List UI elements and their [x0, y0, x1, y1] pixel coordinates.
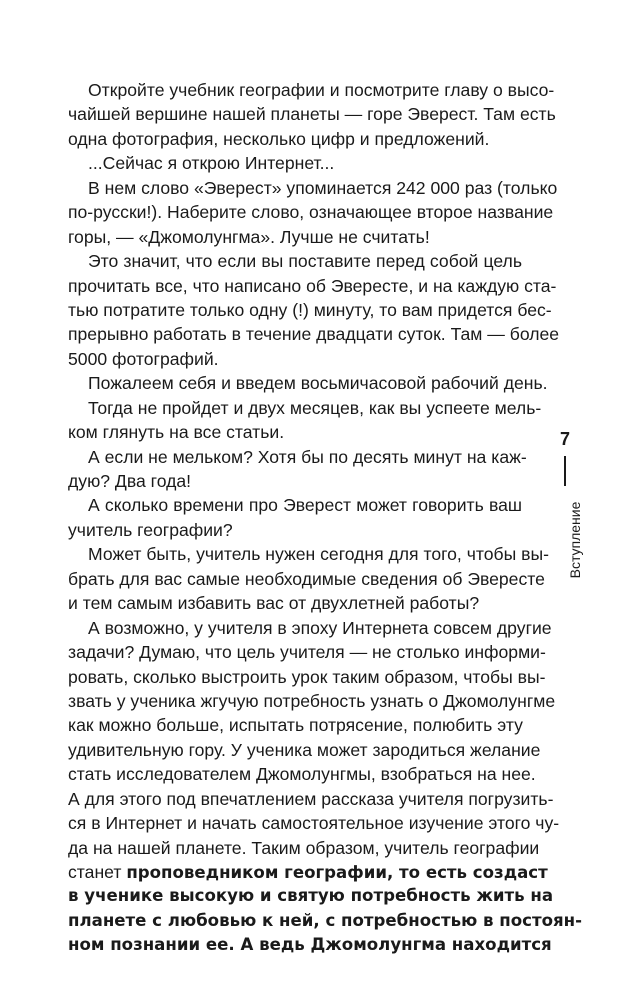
text-line: и тем самым избавить вас от двухлетней работы? — [68, 593, 480, 614]
page-marker — [550, 428, 580, 486]
page-number: 7 — [559, 429, 570, 449]
plain-paragraphs — [68, 78, 560, 860]
text-line-bold: планете с любовью к ней, с потребностью в постоян- — [68, 910, 582, 930]
text-line-bold-part: проповедником географии, то есть создаст — [126, 863, 548, 882]
text-line: горы, — «Джомолунгма». Лучше не считать! — [68, 226, 430, 247]
text-line: ровать, сколько выстроить урок таким образом, чтобы вы- — [68, 666, 546, 687]
text-line: ся в Интернет и начать самостоятельное изучение этого чу- — [68, 813, 560, 834]
text-line: прочитать все, что написано об Эвересте, и на каждую ста- — [68, 275, 557, 296]
text-line-plain-part: станет — [68, 862, 127, 882]
text-line: задачи? Думаю, что цель учителя — не столько информи- — [68, 642, 546, 663]
text-line: чайшей вершине нашей планеты — горе Эверест. Там есть — [68, 104, 556, 125]
text-line: Пожалеем себя и введем восьмичасовой рабочий день. — [88, 373, 548, 394]
text-line: звать у ученика жгучую потребность узнать о Джомолунгме — [68, 690, 556, 711]
section-title: Вступление — [567, 501, 583, 579]
text-line: удивительную гору. У ученика может зародиться желание — [68, 739, 541, 760]
text-line: А сколько времени про Эверест может говорить ваш — [88, 495, 522, 516]
text-line: В нем слово «Эверест» упоминается 242 000 раз (только — [88, 177, 558, 198]
text-line: Может быть, учитель нужен сегодня для того, чтобы вы- — [88, 544, 549, 565]
text-line: одна фотография, несколько цифр и предложений. — [68, 128, 490, 149]
text-line: брать для вас самые необходимые сведения об Эвересте — [68, 568, 545, 589]
text-line-mixed — [68, 860, 548, 884]
text-line: учитель географии? — [68, 519, 233, 540]
text-line: прерывно работать в течение двадцати суток. Там — более — [68, 324, 560, 345]
text-line: тью потратите только одну (!) минуту, то вам придется бес- — [68, 299, 552, 320]
text-line: А возможно, у учителя в эпоху Интернета совсем другие — [88, 617, 552, 638]
text-line: по-русски!). Наберите слово, означающее второе название — [68, 202, 554, 223]
text-line: Откройте учебник географии и посмотрите главу о высо- — [88, 80, 555, 100]
page-number-rule — [564, 456, 566, 486]
text-line: ...Сейчас я открою Интернет... — [88, 153, 335, 174]
text-line-bold: ном познании ее. А ведь Джомолунгма находится — [68, 935, 552, 955]
text-line: Это значит, что если вы поставите перед собой цель — [88, 251, 522, 272]
text-line: как можно больше, испытать потрясение, полюбить эту — [68, 715, 523, 736]
text-line: А для этого под впечатлением рассказа учителя погрузить- — [68, 788, 554, 809]
text-line: 5000 фотографий. — [68, 348, 219, 369]
text-line: Тогда не пройдет и двух месяцев, как вы успеете мель- — [88, 397, 542, 418]
text-line: стать исследователем Джомолунгмы, взобраться на нее. — [68, 764, 536, 785]
text-line: А если не мельком? Хотя бы по десять минут на каж- — [88, 446, 527, 467]
text-line: дую? Два года! — [68, 471, 192, 491]
text-line-bold: в ученике высокую и святую потребность жить на — [68, 886, 554, 906]
text-line: да на нашей планете. Таким образом, учитель географии — [68, 837, 540, 858]
text-line: ком глянуть на все статьи. — [68, 422, 285, 443]
